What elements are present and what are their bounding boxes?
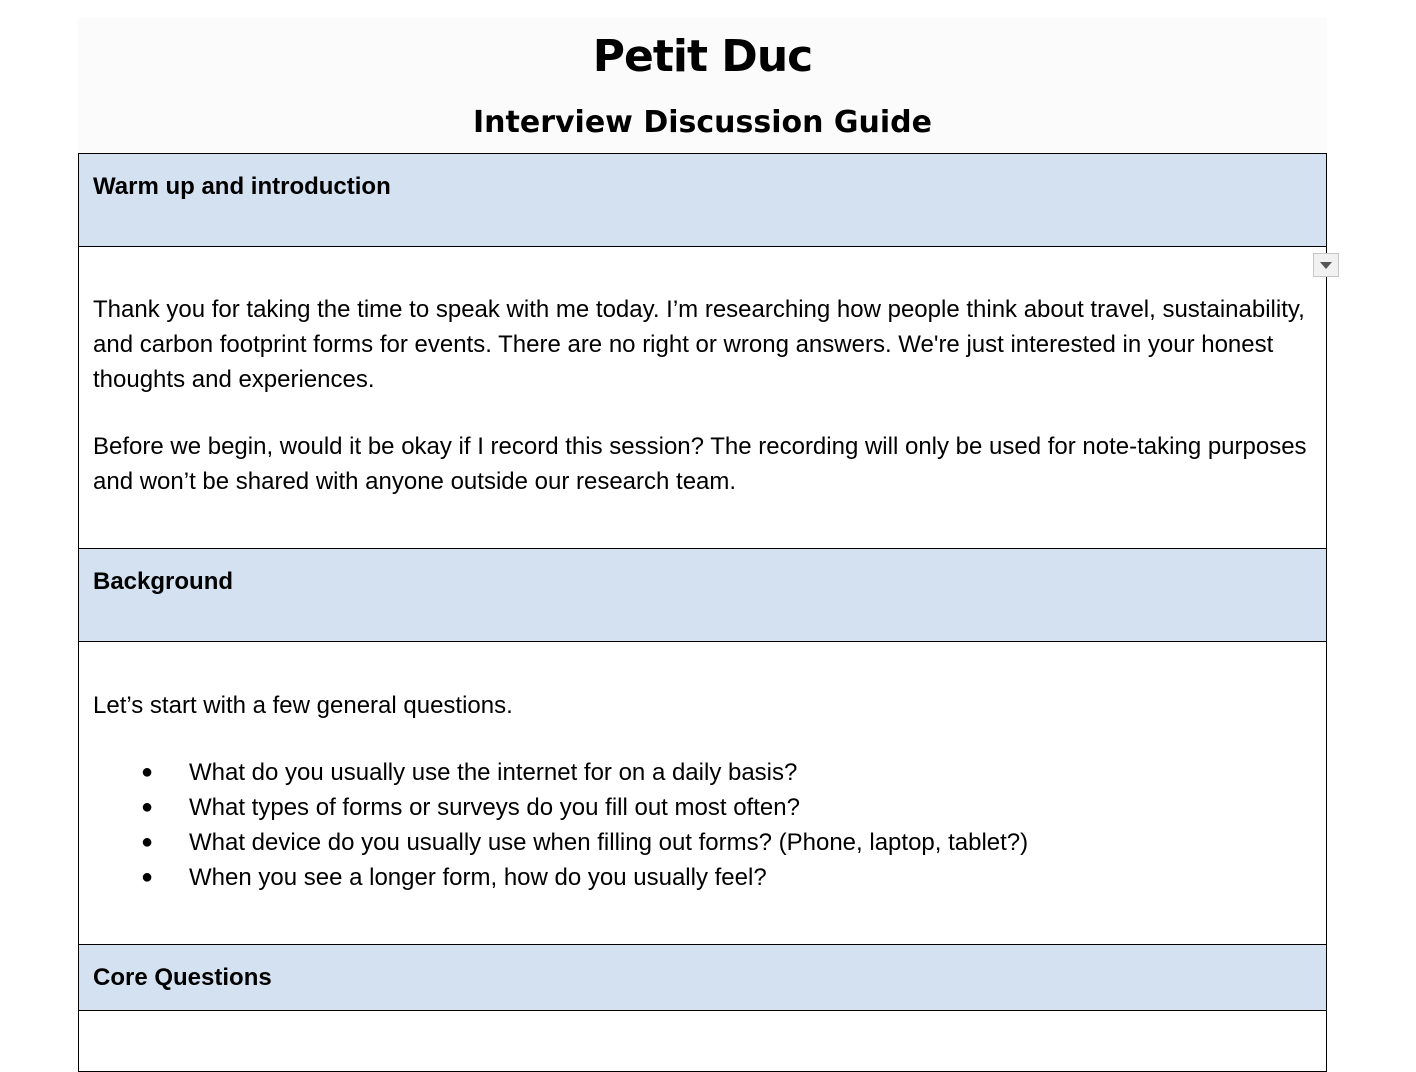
section-heading-cell[interactable] [79,945,1327,1011]
section-heading-cell[interactable] [79,549,1327,642]
section-heading-background: Background [93,568,234,595]
background-intro: Let’s start with a few general questions. [93,692,513,719]
section-heading-core-questions: Core Questions [93,964,272,991]
bullet-icon: ● [141,761,154,783]
section-body-cell[interactable] [79,642,1327,945]
document-header [78,18,1327,153]
section-heading-warm-up: Warm up and introduction [93,173,391,200]
chevron-down-icon[interactable] [1313,253,1339,277]
question-list [93,755,1312,895]
table-row [79,945,1327,1011]
question-text: What types of forms or surveys do you fill out most often? [189,794,800,821]
bullet-icon: ● [141,831,154,853]
intro-paragraph: Thank you for taking the time to speak with me today. I’m researching how people think about travel, sustainability, and carbon footprint forms for events. There are no right or wrong answers. We're just interested in your honest thoughts and experiences. [93,296,1305,393]
section-body-cell[interactable] [79,247,1327,549]
consent-paragraph: Before we begin, would it be okay if I record this session? The recording will only be used for note-taking purposes and won’t be shared with anyone outside our research team. [93,433,1307,495]
list-item [93,860,1312,895]
document-subtitle: Interview Discussion Guide [472,105,933,140]
list-item [93,825,1312,860]
bullet-icon: ● [141,796,154,818]
table-row [79,247,1327,549]
table-row [79,1011,1327,1072]
document-title: Petit Duc [592,31,813,82]
table-row [79,154,1327,247]
section-body-cell[interactable] [79,1011,1327,1072]
table-row [79,549,1327,642]
question-text: What device do you usually use when filling out forms? (Phone, laptop, tablet?) [189,829,1029,856]
question-text: What do you usually use the internet for on a daily basis? [189,759,798,786]
discussion-guide-table [78,153,1327,1072]
section-heading-cell[interactable] [79,154,1327,247]
bullet-icon: ● [141,866,154,888]
table-row [79,642,1327,945]
list-item [93,790,1312,825]
list-item [93,755,1312,790]
question-text: When you see a longer form, how do you usually feel? [189,864,767,891]
document-page [78,18,1327,1058]
